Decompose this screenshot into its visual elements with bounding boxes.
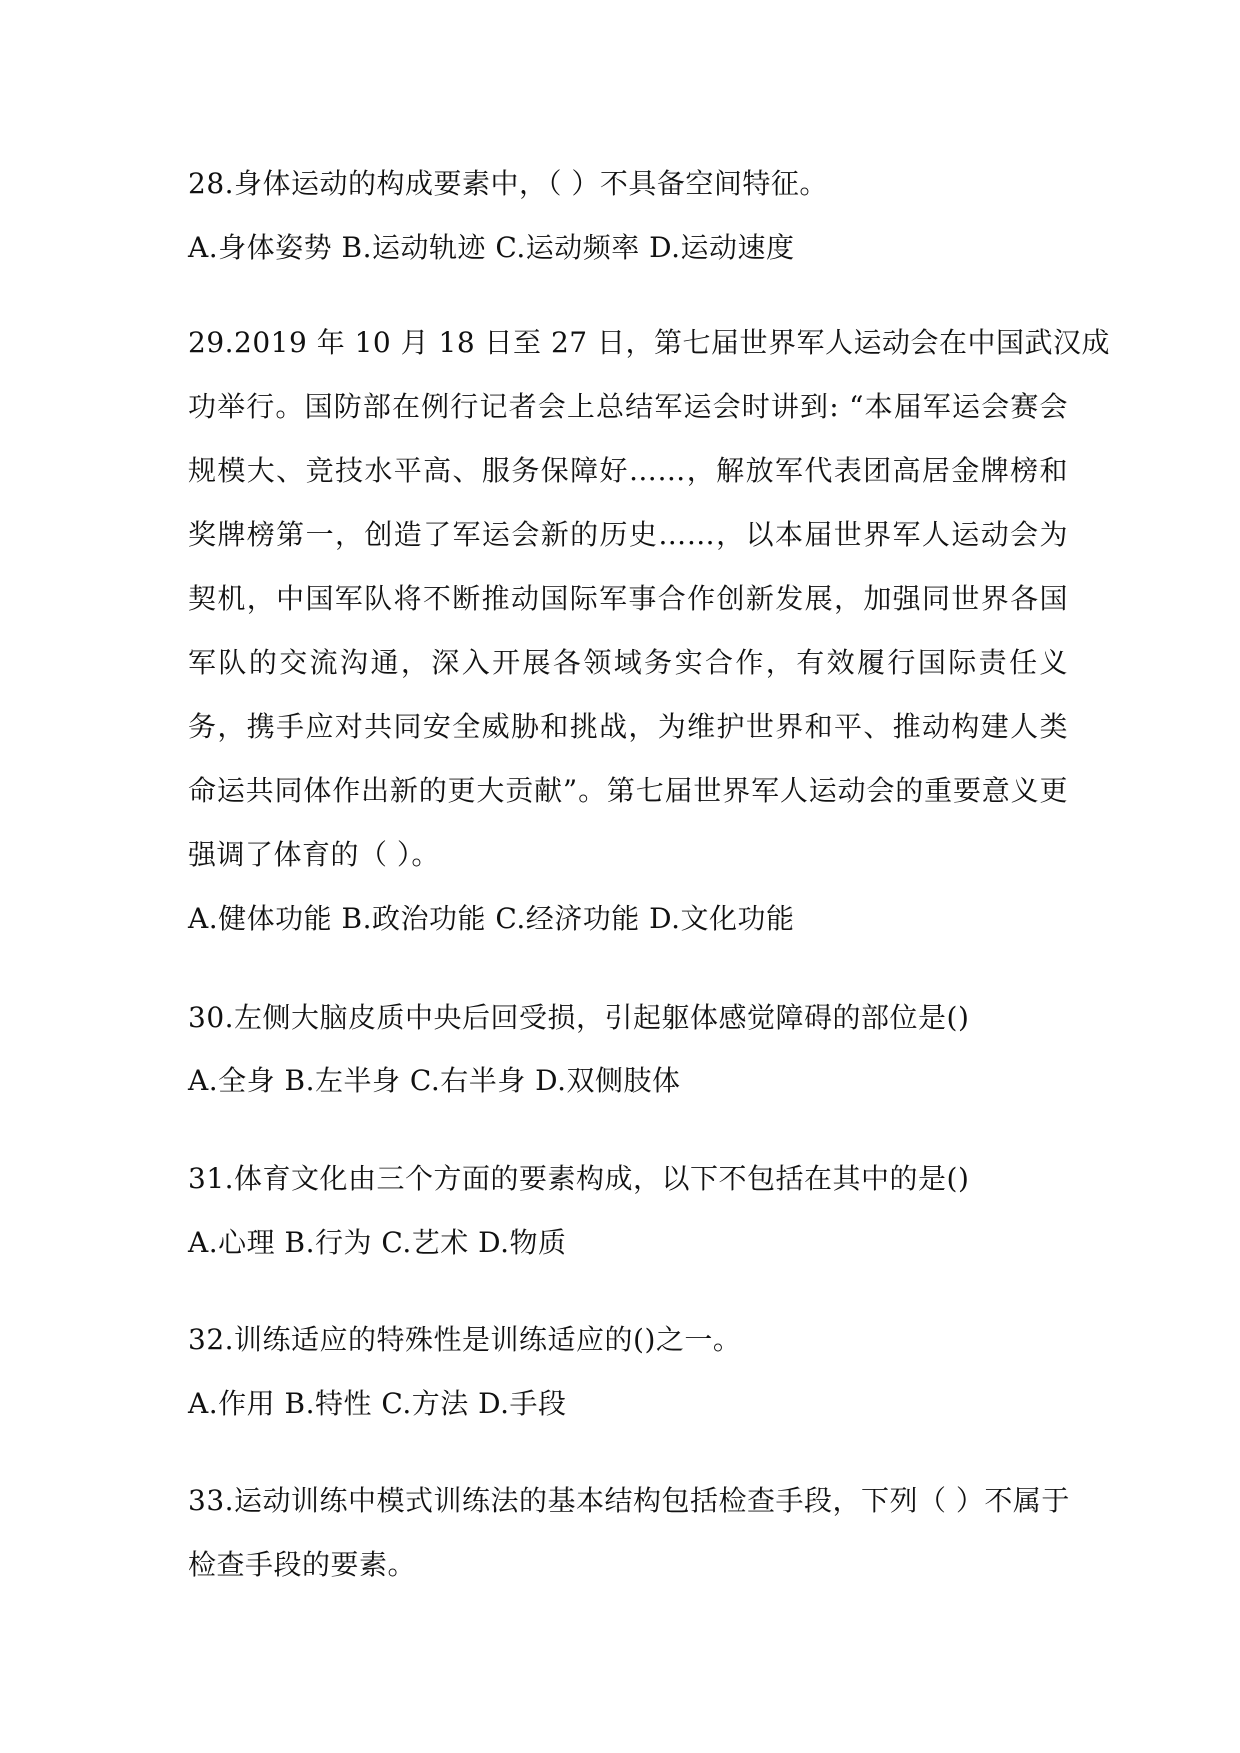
- question-33-stem-line-2: 检查手段的要素。: [188, 1548, 417, 1581]
- question-29-stem-line-6: 军队的交流沟通，深入开展各领域务实合作，有效履行国际责任义: [188, 646, 1068, 679]
- question-29-stem-line-1: 29.2019 年 10 月 18 日至 27 日，第七届世界军人运动会在中国武汉成: [188, 326, 1110, 359]
- question-30-stem: 30.左侧大脑皮质中央后回受损，引起躯体感觉障碍的部位是(): [188, 1001, 970, 1034]
- question-31-stem: 31.体育文化由三个方面的要素构成，以下不包括在其中的是(): [188, 1162, 970, 1195]
- question-29-stem-line-4: 奖牌榜第一，创造了军运会新的历史……，以本届世界军人运动会为: [188, 518, 1068, 551]
- question-31-options: A.心理 B.行为 C.艺术 D.物质: [188, 1226, 567, 1259]
- question-30-options: A.全身 B.左半身 C.右半身 D.双侧肢体: [188, 1064, 681, 1097]
- question-29-stem-line-3: 规模大、竞技水平高、服务保障好……，解放军代表团高居金牌榜和: [188, 454, 1068, 487]
- question-29-stem-line-2: 功举行。国防部在例行记者会上总结军运会时讲到: “本届军运会赛会: [188, 390, 1068, 423]
- question-32-options: A.作用 B.特性 C.方法 D.手段: [188, 1387, 567, 1420]
- question-28-stem: 28.身体运动的构成要素中，（ ）不具备空间特征。: [188, 167, 828, 200]
- question-29-options: A.健体功能 B.政治功能 C.经济功能 D.文化功能: [188, 902, 795, 935]
- question-28-options: A.身体姿势 B.运动轨迹 C.运动频率 D.运动速度: [188, 231, 795, 264]
- question-32-stem: 32.训练适应的特殊性是训练适应的()之一。: [188, 1323, 742, 1356]
- question-33-stem-line-1: 33.运动训练中模式训练法的基本结构包括检查手段，下列（ ）不属于: [188, 1484, 1070, 1517]
- question-29-stem-line-5: 契机，中国军队将不断推动国际军事合作创新发展，加强同世界各国: [188, 582, 1068, 615]
- question-29-stem-line-7: 务，携手应对共同安全威胁和挑战，为维护世界和平、推动构建人类: [188, 710, 1068, 743]
- question-29-stem-line-8: 命运共同体作出新的更大贡献”。第七届世界军人运动会的重要意义更: [188, 774, 1068, 807]
- question-29-stem-line-9: 强调了体育的（ ）。: [188, 838, 440, 871]
